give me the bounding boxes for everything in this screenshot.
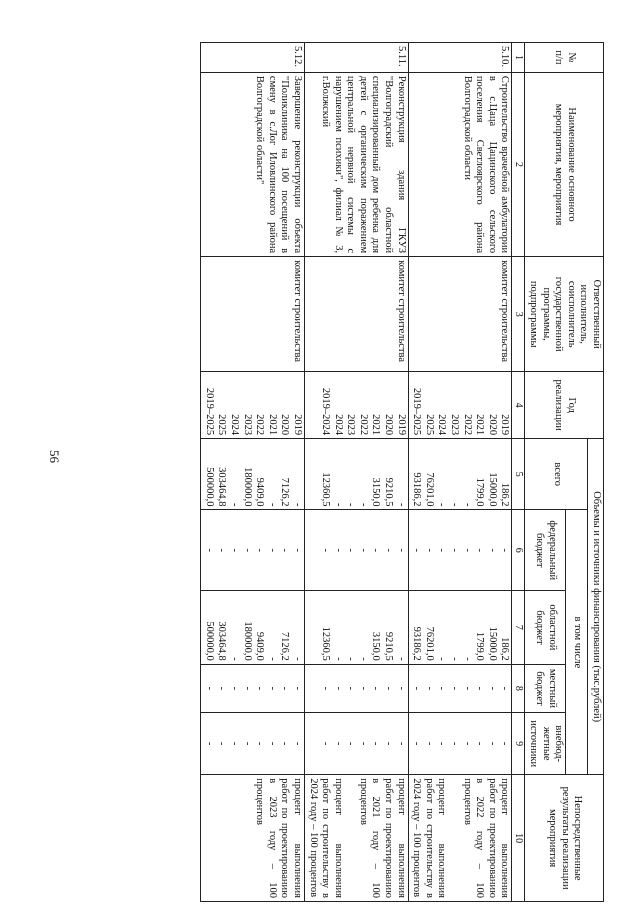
header-num: № п/п (525, 43, 604, 73)
col-number: 5 (512, 439, 525, 510)
header-funding: Объемы и источники финансирования (тыс.рублей) (588, 439, 604, 775)
row-name: Завершение реконструкции объекта "Поликлиника на 100 посещений в смену в с.Лог Иловлинского района Волгоградской области" (201, 72, 305, 256)
col-number: 1 (512, 43, 525, 73)
col-number: 3 (512, 257, 525, 372)
row-local: - - - - - - - (304, 664, 408, 712)
row-executor: комитет строительства (201, 257, 305, 372)
header-executor: Ответственный исполнитель, соисполнитель государственной программы, подпрограммы (525, 257, 604, 372)
col-number: 9 (512, 713, 525, 775)
row-total: - 7126,2 - 9409,0 180000,0 - 303464,8 500000,0 (201, 439, 305, 510)
header-year: Год реализации (525, 372, 604, 439)
row-federal: - - - - - - - - (408, 510, 512, 591)
row-years: 2019 2020 2021 2022 2023 2024 2025 2019–2025 (201, 372, 305, 439)
row-offbudget: - - - - - - - - (408, 713, 512, 775)
table-row (408, 43, 512, 902)
header-local: местный бюджет (525, 664, 566, 712)
row-local: - - - - - - - - (408, 664, 512, 712)
header-incl: в том числе (566, 510, 588, 775)
row-offbudget: - - - - - - - (304, 713, 408, 775)
row-federal: - - - - - - - - (201, 510, 305, 591)
row-years: 2019 2020 2021 2022 2023 2024 2025 2019–2025 (408, 372, 512, 439)
row-num: 5.10. (408, 43, 512, 73)
row-results: процент выполнения работ по проектированию в 2022 году – 100 процентов процент выполнения работ по строительству в 2024 году – 100 процентов (408, 775, 512, 902)
col-number: 6 (512, 510, 525, 591)
row-total: - 9210,5 3150,0 - - - 12360,5 (304, 439, 408, 510)
col-number: 10 (512, 775, 525, 902)
row-offbudget: - - - - - - - - (201, 713, 305, 775)
row-years: 2019 2020 2021 2022 2023 2024 2019–2024 (304, 372, 408, 439)
header-federal: федеральный бюджет (525, 510, 566, 591)
table-row (304, 43, 408, 902)
header-regional: областной бюджет (525, 591, 566, 665)
header-offbudget: внебюд-жетные источники (525, 713, 566, 775)
row-name: Реконструкция здания ГКУЗ "Волгоградский областной специализированный дом ребенка для детей с органическим поражением центральной нервной системы с нарушением психики", филиал № 3, г.Волжский (304, 72, 408, 256)
funding-table (200, 42, 604, 902)
row-regional: - 9210,5 3150,0 - - - 12360,5 (304, 591, 408, 665)
header-results: Непосредственные результаты реализации мероприятия (525, 775, 604, 902)
row-name: Строительство врачебной амбулатории в с.Цаца Цацинского сельского поселения Светлоярского района Волгоградской области (408, 72, 512, 256)
row-results: процент выполнения работ по проектированию в 2021 году – 100 процентов процент выполнения работ по строительству в 2024 году – 100 процентов (304, 775, 408, 902)
row-results: процент выполнения работ по проектированию в 2023 году – 100 процентов (201, 775, 305, 902)
table-row (201, 43, 305, 902)
header-total: всего (525, 439, 588, 510)
row-regional: - 7126,2 - 9409,0 180000,0 - 303464,8 500000,0 (201, 591, 305, 665)
row-num: 5.12. (201, 43, 305, 73)
row-regional: 186,2 15000,0 1799,0 - - - 76201,0 93186,2 (408, 591, 512, 665)
row-local: - - - - - - - - (201, 664, 305, 712)
col-number: 7 (512, 591, 525, 665)
col-number: 4 (512, 372, 525, 439)
header-name: Наименование основного мероприятия, мероприятия (525, 72, 604, 256)
col-number: 2 (512, 72, 525, 256)
page-number: 56 (47, 450, 62, 463)
row-num: 5.11. (304, 43, 408, 73)
col-number: 8 (512, 664, 525, 712)
row-executor: комитет строительства (408, 257, 512, 372)
row-total: 186,2 15000,0 1799,0 - - - 76201,0 93186,2 (408, 439, 512, 510)
row-federal: - - - - - - - (304, 510, 408, 591)
row-executor: комитет строительства (304, 257, 408, 372)
